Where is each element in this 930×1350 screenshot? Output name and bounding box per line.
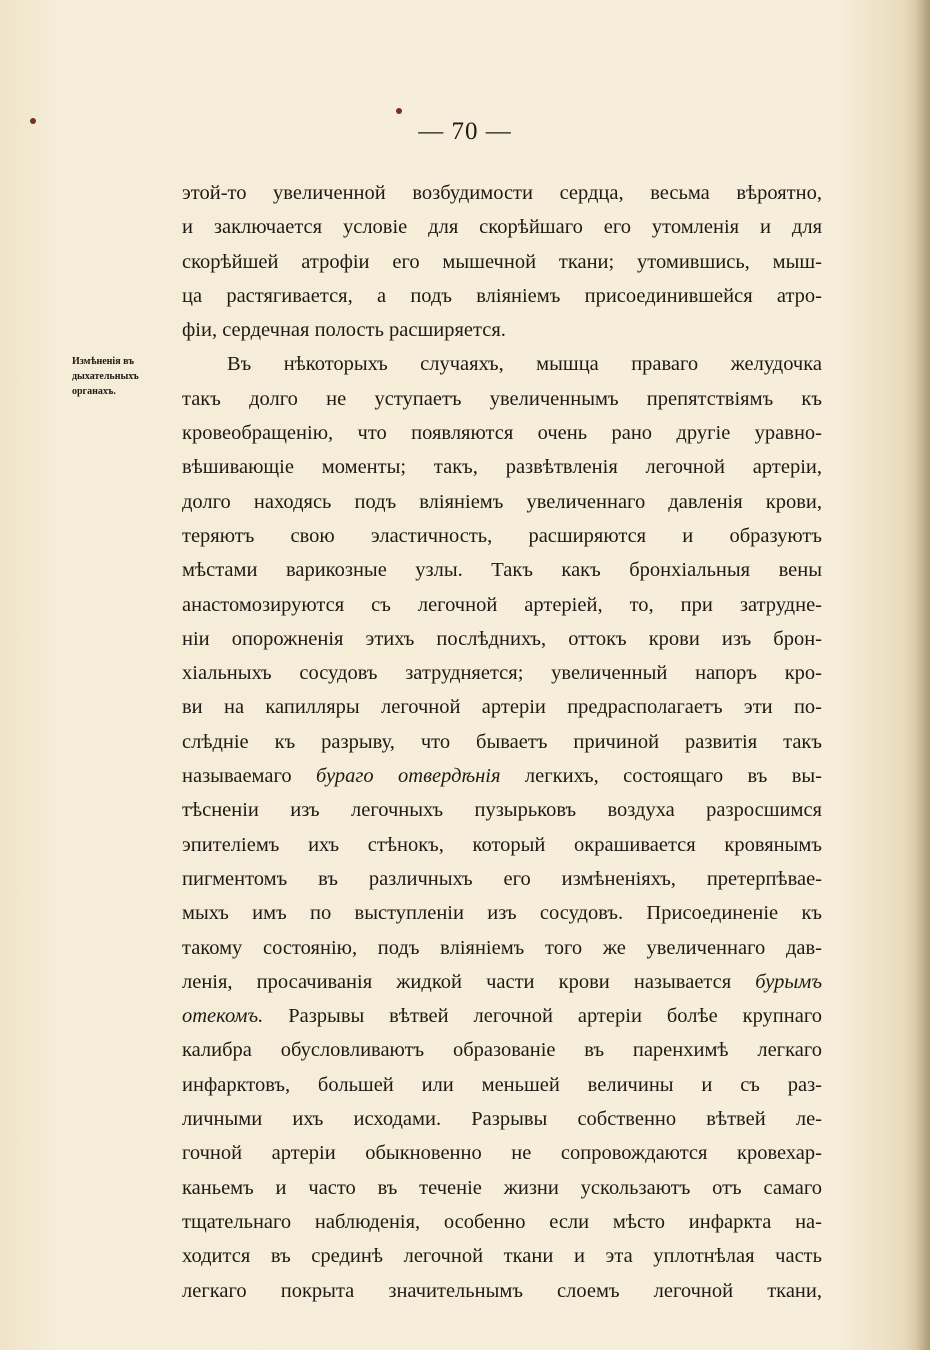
italic-term: бурымъ	[755, 970, 822, 993]
text-line	[182, 245, 822, 279]
text-line	[182, 1068, 822, 1102]
text-line	[182, 279, 822, 313]
text-line	[182, 176, 822, 210]
text-line	[182, 999, 822, 1033]
text-span: ніи опорожненія этихъ послѣднихъ, оттокъ крови изъ брон-	[182, 627, 822, 650]
text-span: такому состоянію, подъ вліяніемъ того же увеличеннаго дав-	[182, 936, 822, 959]
text-line	[182, 1239, 822, 1273]
text-span: скорѣйшей атрофіи его мышечной ткани; утомившись, мыш-	[182, 250, 822, 273]
text-span: ви на капилляры легочной артеріи предрасполагаетъ эти по-	[182, 696, 822, 719]
text-span: личными ихъ исходами. Разрывы собственно вѣтвей ле-	[182, 1108, 822, 1131]
text-line	[182, 519, 822, 553]
text-line	[182, 759, 822, 793]
text-line	[182, 382, 822, 416]
margin-note-line: органахъ.	[72, 386, 116, 397]
text-line	[182, 931, 822, 965]
text-span: кровеобращенію, что появляются очень рано другіе уравно-	[182, 422, 822, 445]
text-span: анастомозируются съ легочной артеріей, то, при затрудне-	[182, 593, 822, 616]
text-line	[182, 828, 822, 862]
text-span: легкаго покрыта значительнымъ слоемъ легочной ткани,	[182, 1279, 822, 1302]
text-line	[182, 210, 822, 244]
text-span: долго находясь подъ вліяніемъ увеличеннаго давленія крови,	[182, 490, 822, 513]
text-span: тѣсненіи изъ легочныхъ пузырьковъ воздуха разросшимся	[182, 799, 822, 822]
margin-note-line: дыхательныхъ	[72, 371, 139, 382]
italic-term: бураго отвердѣнія	[316, 765, 501, 788]
text-span: гочной артеріи обыкновенно не сопровождаются кровехар-	[182, 1142, 822, 1165]
text-line	[182, 862, 822, 896]
text-span: ходится въ срединѣ легочной ткани и эта уплотнѣлая часть	[182, 1245, 822, 1268]
ink-speck	[396, 108, 402, 114]
text-line	[182, 1274, 822, 1308]
text-span: мыхъ имъ по выступленіи изъ сосудовъ. Присоединеніе къ	[182, 902, 822, 925]
text-line	[182, 450, 822, 484]
text-span: калибра обусловливаютъ образованіе въ паренхимѣ легкаго	[182, 1039, 822, 1062]
margin-note-line: Измѣненія въ	[72, 356, 135, 367]
text-line	[182, 965, 822, 999]
text-line	[182, 347, 822, 381]
text-line	[182, 485, 822, 519]
text-line	[182, 1033, 822, 1067]
page-edge-shadow	[916, 0, 930, 1350]
text-span: пигментомъ въ различныхъ его измѣненіяхъ, претерпѣвае-	[182, 867, 822, 890]
text-span: ца растягивается, а подъ вліяніемъ присоединившейся атро-	[182, 284, 822, 307]
text-line	[182, 656, 822, 690]
text-line	[182, 793, 822, 827]
text-span: эпителіемъ ихъ стѣнокъ, который окрашивается кровянымъ	[182, 833, 822, 856]
text-span: такъ долго не уступаетъ увеличеннымъ препятствіямъ къ	[182, 387, 822, 410]
text-span: ленія, просачиванія жидкой части крови называется	[182, 970, 756, 993]
text-line	[182, 725, 822, 759]
text-span: называемаго	[182, 765, 317, 788]
text-span: вѣшивающіе моменты; такъ, развѣтвленія легочной артеріи,	[182, 456, 822, 479]
text-span: хіальныхъ сосудовъ затрудняется; увеличенный напоръ кро-	[182, 662, 822, 685]
text-line	[182, 622, 822, 656]
text-span: фіи, сердечная полость расширяется.	[182, 319, 506, 342]
text-span: слѣдніе къ разрыву, что бываетъ причиной развитія такъ	[182, 730, 822, 753]
text-span: каньемъ и часто въ теченіе жизни ускользаютъ отъ самаго	[182, 1176, 822, 1199]
text-line	[182, 1171, 822, 1205]
text-span: и заключается условіе для скорѣйшаго его утомленія и для	[182, 216, 822, 239]
text-line	[182, 313, 822, 347]
margin-note	[72, 354, 180, 399]
text-span: инфарктовъ, большей или меньшей величины и съ раз-	[182, 1073, 822, 1096]
text-line	[182, 553, 822, 587]
text-span: легкихъ, состоящаго въ вы-	[500, 765, 822, 788]
text-line	[182, 1136, 822, 1170]
text-span: тщательнаго наблюденія, особенно если мѣсто инфаркта на-	[182, 1210, 822, 1233]
body-text	[182, 176, 822, 1308]
text-span: Въ нѣкоторыхъ случаяхъ, мышца праваго желудочка	[227, 353, 822, 376]
text-span: теряютъ свою эластичность, расширяются и образуютъ	[182, 524, 822, 547]
text-span: Разрывы вѣтвей легочной артеріи болѣе крупнаго	[263, 1005, 822, 1028]
text-line	[182, 1102, 822, 1136]
text-line	[182, 1205, 822, 1239]
italic-term: отекомъ.	[182, 1005, 264, 1028]
text-line	[182, 690, 822, 724]
text-line	[182, 416, 822, 450]
text-line	[182, 588, 822, 622]
text-span: этой-то увеличенной возбудимости сердца, весьма вѣроятно,	[182, 182, 822, 204]
text-line	[182, 896, 822, 930]
page-number: — 70 —	[418, 118, 512, 145]
text-span: мѣстами варикозные узлы. Такъ какъ бронхіальныя вены	[182, 559, 822, 582]
